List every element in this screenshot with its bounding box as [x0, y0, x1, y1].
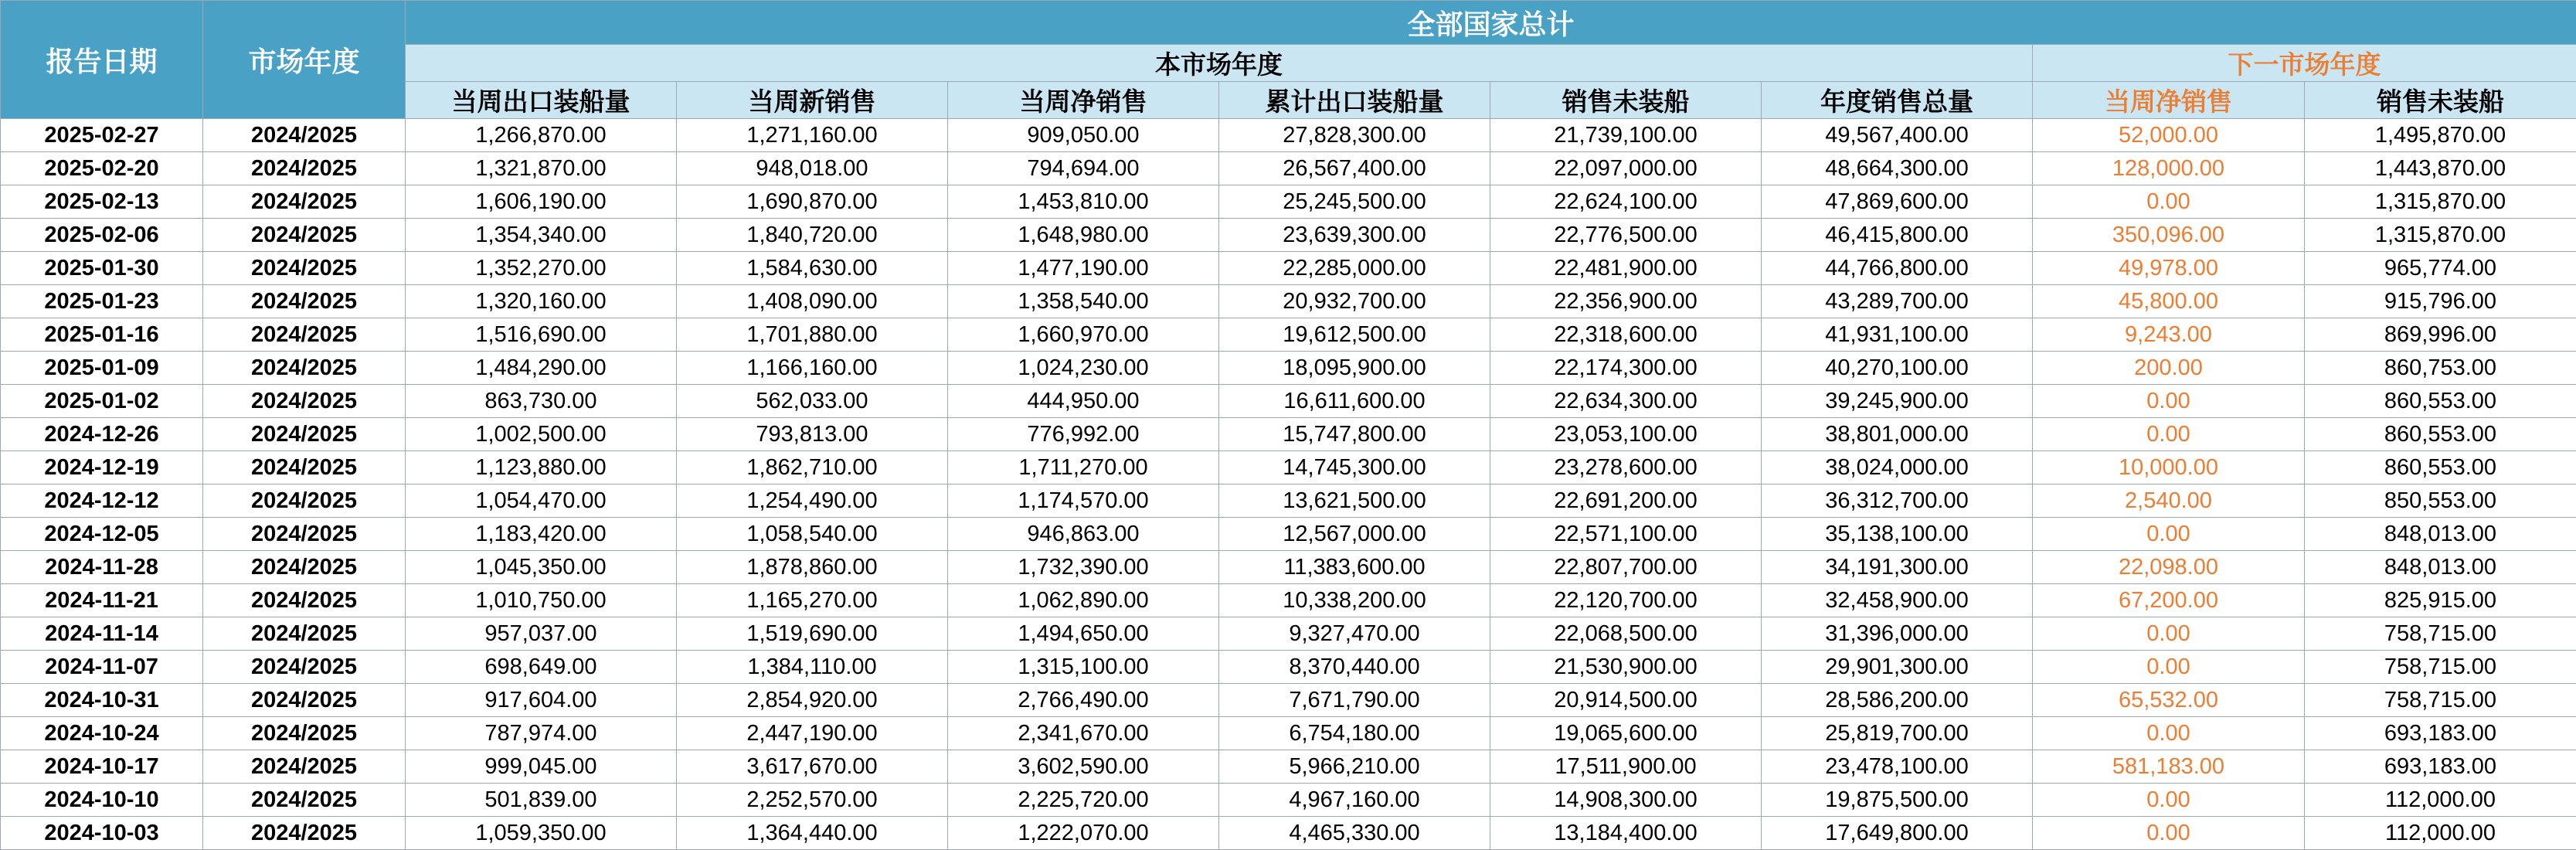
cell-weekly-new-sales[interactable]: 1,271,160.00: [677, 119, 948, 152]
cell-next-weekly-net-sales[interactable]: 0.00: [2033, 651, 2305, 684]
cell-next-outstanding-sales[interactable]: 1,495,870.00: [2305, 119, 2576, 152]
cell-report-date[interactable]: 2025-01-02: [1, 385, 203, 418]
cell-weekly-exports[interactable]: 1,352,270.00: [406, 252, 677, 285]
cell-next-weekly-net-sales[interactable]: 128,000.00: [2033, 152, 2305, 185]
cell-market-year[interactable]: 2024/2025: [203, 385, 406, 418]
cell-total-commitments[interactable]: 31,396,000.00: [1762, 617, 2033, 651]
cell-weekly-net-sales[interactable]: 2,341,670.00: [948, 717, 1219, 750]
cell-total-commitments[interactable]: 47,869,600.00: [1762, 185, 2033, 219]
cell-market-year[interactable]: 2024/2025: [203, 451, 406, 484]
cell-next-weekly-net-sales[interactable]: 0.00: [2033, 518, 2305, 551]
cell-outstanding-sales[interactable]: 22,481,900.00: [1490, 252, 1762, 285]
cell-weekly-new-sales[interactable]: 948,018.00: [677, 152, 948, 185]
cell-outstanding-sales[interactable]: 22,691,200.00: [1490, 484, 1762, 518]
cell-next-weekly-net-sales[interactable]: 581,183.00: [2033, 750, 2305, 784]
cell-report-date[interactable]: 2025-02-20: [1, 152, 203, 185]
cell-cumulative-exports[interactable]: 8,370,440.00: [1219, 651, 1490, 684]
cell-cumulative-exports[interactable]: 27,828,300.00: [1219, 119, 1490, 152]
cell-outstanding-sales[interactable]: 22,097,000.00: [1490, 152, 1762, 185]
cell-weekly-exports[interactable]: 863,730.00: [406, 385, 677, 418]
cell-market-year[interactable]: 2024/2025: [203, 219, 406, 252]
cell-next-outstanding-sales[interactable]: 112,000.00: [2305, 817, 2576, 850]
cell-next-weekly-net-sales[interactable]: 0.00: [2033, 717, 2305, 750]
cell-cumulative-exports[interactable]: 14,745,300.00: [1219, 451, 1490, 484]
cell-weekly-exports[interactable]: 1,354,340.00: [406, 219, 677, 252]
header-weekly-new-sales[interactable]: 当周新销售: [677, 82, 948, 119]
cell-weekly-exports[interactable]: 1,320,160.00: [406, 285, 677, 318]
cell-market-year[interactable]: 2024/2025: [203, 152, 406, 185]
cell-next-outstanding-sales[interactable]: 758,715.00: [2305, 684, 2576, 717]
cell-next-weekly-net-sales[interactable]: 49,978.00: [2033, 252, 2305, 285]
cell-market-year[interactable]: 2024/2025: [203, 252, 406, 285]
cell-market-year[interactable]: 2024/2025: [203, 784, 406, 817]
cell-next-outstanding-sales[interactable]: 860,553.00: [2305, 418, 2576, 451]
cell-next-outstanding-sales[interactable]: 693,183.00: [2305, 750, 2576, 784]
cell-weekly-exports[interactable]: 1,010,750.00: [406, 584, 677, 617]
cell-weekly-net-sales[interactable]: 1,222,070.00: [948, 817, 1219, 850]
table-row[interactable]: [1, 784, 2576, 817]
cell-outstanding-sales[interactable]: 14,908,300.00: [1490, 784, 1762, 817]
cell-total-commitments[interactable]: 36,312,700.00: [1762, 484, 2033, 518]
cell-weekly-new-sales[interactable]: 2,854,920.00: [677, 684, 948, 717]
cell-next-outstanding-sales[interactable]: 860,753.00: [2305, 352, 2576, 385]
cell-outstanding-sales[interactable]: 21,739,100.00: [1490, 119, 1762, 152]
cell-weekly-exports[interactable]: 787,974.00: [406, 717, 677, 750]
cell-weekly-net-sales[interactable]: 794,694.00: [948, 152, 1219, 185]
header-weekly-exports[interactable]: 当周出口装船量: [406, 82, 677, 119]
cell-next-outstanding-sales[interactable]: 758,715.00: [2305, 651, 2576, 684]
cell-weekly-new-sales[interactable]: 562,033.00: [677, 385, 948, 418]
cell-weekly-exports[interactable]: 1,266,870.00: [406, 119, 677, 152]
cell-weekly-exports[interactable]: 1,045,350.00: [406, 551, 677, 584]
cell-next-weekly-net-sales[interactable]: 200.00: [2033, 352, 2305, 385]
cell-total-commitments[interactable]: 35,138,100.00: [1762, 518, 2033, 551]
cell-cumulative-exports[interactable]: 4,967,160.00: [1219, 784, 1490, 817]
table-row[interactable]: [1, 518, 2576, 551]
cell-report-date[interactable]: 2025-02-27: [1, 119, 203, 152]
cell-weekly-new-sales[interactable]: 1,364,440.00: [677, 817, 948, 850]
cell-weekly-net-sales[interactable]: 2,225,720.00: [948, 784, 1219, 817]
cell-next-weekly-net-sales[interactable]: 9,243.00: [2033, 318, 2305, 352]
cell-weekly-net-sales[interactable]: 776,992.00: [948, 418, 1219, 451]
header-outstanding-sales[interactable]: 销售未装船: [1490, 82, 1762, 119]
cell-weekly-new-sales[interactable]: 3,617,670.00: [677, 750, 948, 784]
table-row[interactable]: [1, 185, 2576, 219]
cell-cumulative-exports[interactable]: 12,567,000.00: [1219, 518, 1490, 551]
cell-weekly-exports[interactable]: 1,516,690.00: [406, 318, 677, 352]
cell-report-date[interactable]: 2025-01-30: [1, 252, 203, 285]
cell-market-year[interactable]: 2024/2025: [203, 418, 406, 451]
cell-weekly-net-sales[interactable]: 1,494,650.00: [948, 617, 1219, 651]
cell-outstanding-sales[interactable]: 22,807,700.00: [1490, 551, 1762, 584]
cell-next-outstanding-sales[interactable]: 693,183.00: [2305, 717, 2576, 750]
cell-weekly-exports[interactable]: 1,484,290.00: [406, 352, 677, 385]
cell-next-weekly-net-sales[interactable]: 350,096.00: [2033, 219, 2305, 252]
cell-cumulative-exports[interactable]: 26,567,400.00: [1219, 152, 1490, 185]
cell-outstanding-sales[interactable]: 23,053,100.00: [1490, 418, 1762, 451]
cell-report-date[interactable]: 2025-01-16: [1, 318, 203, 352]
cell-report-date[interactable]: 2024-11-21: [1, 584, 203, 617]
cell-weekly-new-sales[interactable]: 1,519,690.00: [677, 617, 948, 651]
cell-total-commitments[interactable]: 41,931,100.00: [1762, 318, 2033, 352]
cell-report-date[interactable]: 2024-12-12: [1, 484, 203, 518]
cell-weekly-net-sales[interactable]: 1,711,270.00: [948, 451, 1219, 484]
cell-report-date[interactable]: 2024-10-17: [1, 750, 203, 784]
cell-total-commitments[interactable]: 39,245,900.00: [1762, 385, 2033, 418]
cell-outstanding-sales[interactable]: 22,634,300.00: [1490, 385, 1762, 418]
cell-report-date[interactable]: 2025-02-06: [1, 219, 203, 252]
cell-weekly-exports[interactable]: 1,002,500.00: [406, 418, 677, 451]
cell-next-weekly-net-sales[interactable]: 0.00: [2033, 385, 2305, 418]
cell-report-date[interactable]: 2024-10-24: [1, 717, 203, 750]
cell-weekly-exports[interactable]: 999,045.00: [406, 750, 677, 784]
cell-total-commitments[interactable]: 17,649,800.00: [1762, 817, 2033, 850]
table-row[interactable]: [1, 385, 2576, 418]
cell-cumulative-exports[interactable]: 22,285,000.00: [1219, 252, 1490, 285]
cell-weekly-new-sales[interactable]: 1,701,880.00: [677, 318, 948, 352]
cell-weekly-new-sales[interactable]: 1,840,720.00: [677, 219, 948, 252]
header-cumulative-exports[interactable]: 累计出口装船量: [1219, 82, 1490, 119]
cell-market-year[interactable]: 2024/2025: [203, 119, 406, 152]
cell-weekly-new-sales[interactable]: 1,384,110.00: [677, 651, 948, 684]
cell-weekly-net-sales[interactable]: 1,174,570.00: [948, 484, 1219, 518]
cell-cumulative-exports[interactable]: 25,245,500.00: [1219, 185, 1490, 219]
header-market-year[interactable]: 市场年度: [203, 1, 406, 119]
cell-cumulative-exports[interactable]: 15,747,800.00: [1219, 418, 1490, 451]
cell-weekly-new-sales[interactable]: 1,862,710.00: [677, 451, 948, 484]
cell-report-date[interactable]: 2024-10-31: [1, 684, 203, 717]
cell-weekly-exports[interactable]: 1,054,470.00: [406, 484, 677, 518]
cell-market-year[interactable]: 2024/2025: [203, 352, 406, 385]
cell-weekly-exports[interactable]: 1,123,880.00: [406, 451, 677, 484]
cell-weekly-net-sales[interactable]: 1,648,980.00: [948, 219, 1219, 252]
cell-next-outstanding-sales[interactable]: 869,996.00: [2305, 318, 2576, 352]
cell-weekly-net-sales[interactable]: 909,050.00: [948, 119, 1219, 152]
cell-total-commitments[interactable]: 44,766,800.00: [1762, 252, 2033, 285]
cell-weekly-net-sales[interactable]: 3,602,590.00: [948, 750, 1219, 784]
cell-total-commitments[interactable]: 46,415,800.00: [1762, 219, 2033, 252]
table-row[interactable]: [1, 352, 2576, 385]
cell-cumulative-exports[interactable]: 7,671,790.00: [1219, 684, 1490, 717]
cell-market-year[interactable]: 2024/2025: [203, 684, 406, 717]
cell-next-outstanding-sales[interactable]: 1,315,870.00: [2305, 219, 2576, 252]
table-row[interactable]: [1, 817, 2576, 850]
cell-next-weekly-net-sales[interactable]: 0.00: [2033, 817, 2305, 850]
cell-total-commitments[interactable]: 40,270,100.00: [1762, 352, 2033, 385]
cell-weekly-net-sales[interactable]: 1,315,100.00: [948, 651, 1219, 684]
cell-weekly-new-sales[interactable]: 1,058,540.00: [677, 518, 948, 551]
cell-next-outstanding-sales[interactable]: 965,774.00: [2305, 252, 2576, 285]
table-row[interactable]: [1, 717, 2576, 750]
cell-report-date[interactable]: 2024-11-28: [1, 551, 203, 584]
cell-next-outstanding-sales[interactable]: 112,000.00: [2305, 784, 2576, 817]
cell-report-date[interactable]: 2024-12-26: [1, 418, 203, 451]
cell-outstanding-sales[interactable]: 21,530,900.00: [1490, 651, 1762, 684]
cell-cumulative-exports[interactable]: 19,612,500.00: [1219, 318, 1490, 352]
cell-weekly-new-sales[interactable]: 1,690,870.00: [677, 185, 948, 219]
cell-outstanding-sales[interactable]: 22,624,100.00: [1490, 185, 1762, 219]
header-next-market-year: 下一市场年度: [2033, 45, 2576, 82]
cell-total-commitments[interactable]: 32,458,900.00: [1762, 584, 2033, 617]
cell-next-weekly-net-sales[interactable]: 52,000.00: [2033, 119, 2305, 152]
cell-report-date[interactable]: 2024-11-14: [1, 617, 203, 651]
cell-weekly-net-sales[interactable]: 1,732,390.00: [948, 551, 1219, 584]
header-all-countries-total: 全部国家总计: [406, 1, 2576, 45]
cell-outstanding-sales[interactable]: 22,068,500.00: [1490, 617, 1762, 651]
cell-weekly-new-sales[interactable]: 1,584,630.00: [677, 252, 948, 285]
table-row[interactable]: [1, 219, 2576, 252]
cell-weekly-net-sales[interactable]: 1,358,540.00: [948, 285, 1219, 318]
cell-cumulative-exports[interactable]: 13,621,500.00: [1219, 484, 1490, 518]
table-row[interactable]: [1, 617, 2576, 651]
cell-market-year[interactable]: 2024/2025: [203, 750, 406, 784]
cell-weekly-exports[interactable]: 1,183,420.00: [406, 518, 677, 551]
cell-outstanding-sales[interactable]: 17,511,900.00: [1490, 750, 1762, 784]
cell-next-outstanding-sales[interactable]: 915,796.00: [2305, 285, 2576, 318]
cell-next-outstanding-sales[interactable]: 860,553.00: [2305, 451, 2576, 484]
cell-cumulative-exports[interactable]: 20,932,700.00: [1219, 285, 1490, 318]
cell-weekly-net-sales[interactable]: 1,024,230.00: [948, 352, 1219, 385]
table-body: [1, 119, 2576, 850]
cell-outstanding-sales[interactable]: 22,120,700.00: [1490, 584, 1762, 617]
cell-weekly-exports[interactable]: 957,037.00: [406, 617, 677, 651]
cell-next-outstanding-sales[interactable]: 758,715.00: [2305, 617, 2576, 651]
cell-weekly-exports[interactable]: 1,321,870.00: [406, 152, 677, 185]
cell-market-year[interactable]: 2024/2025: [203, 185, 406, 219]
cell-total-commitments[interactable]: 48,664,300.00: [1762, 152, 2033, 185]
cell-market-year[interactable]: 2024/2025: [203, 651, 406, 684]
cell-cumulative-exports[interactable]: 6,754,180.00: [1219, 717, 1490, 750]
cell-next-weekly-net-sales[interactable]: 0.00: [2033, 418, 2305, 451]
cell-total-commitments[interactable]: 29,901,300.00: [1762, 651, 2033, 684]
cell-total-commitments[interactable]: 23,478,100.00: [1762, 750, 2033, 784]
cell-next-weekly-net-sales[interactable]: 0.00: [2033, 617, 2305, 651]
cell-next-weekly-net-sales[interactable]: 0.00: [2033, 185, 2305, 219]
table-row[interactable]: [1, 252, 2576, 285]
header-next-outstanding-sales[interactable]: 销售未装船: [2305, 82, 2576, 119]
cell-report-date[interactable]: 2024-12-05: [1, 518, 203, 551]
cell-next-outstanding-sales[interactable]: 848,013.00: [2305, 551, 2576, 584]
cell-total-commitments[interactable]: 38,801,000.00: [1762, 418, 2033, 451]
cell-weekly-new-sales[interactable]: 1,254,490.00: [677, 484, 948, 518]
cell-next-outstanding-sales[interactable]: 848,013.00: [2305, 518, 2576, 551]
cell-report-date[interactable]: 2024-11-07: [1, 651, 203, 684]
cell-next-weekly-net-sales[interactable]: 2,540.00: [2033, 484, 2305, 518]
table-row[interactable]: [1, 750, 2576, 784]
cell-weekly-new-sales[interactable]: 793,813.00: [677, 418, 948, 451]
header-weekly-net-sales[interactable]: 当周净销售: [948, 82, 1219, 119]
cell-market-year[interactable]: 2024/2025: [203, 717, 406, 750]
cell-next-weekly-net-sales[interactable]: 0.00: [2033, 784, 2305, 817]
cell-next-weekly-net-sales[interactable]: 45,800.00: [2033, 285, 2305, 318]
cell-next-outstanding-sales[interactable]: 860,553.00: [2305, 385, 2576, 418]
cell-cumulative-exports[interactable]: 11,383,600.00: [1219, 551, 1490, 584]
cell-weekly-new-sales[interactable]: 1,408,090.00: [677, 285, 948, 318]
table-row[interactable]: [1, 152, 2576, 185]
cell-next-outstanding-sales[interactable]: 1,315,870.00: [2305, 185, 2576, 219]
cell-market-year[interactable]: 2024/2025: [203, 484, 406, 518]
table-row[interactable]: [1, 684, 2576, 717]
cell-total-commitments[interactable]: 25,819,700.00: [1762, 717, 2033, 750]
cell-weekly-exports[interactable]: 501,839.00: [406, 784, 677, 817]
cell-report-date[interactable]: 2024-10-10: [1, 784, 203, 817]
cell-outstanding-sales[interactable]: 23,278,600.00: [1490, 451, 1762, 484]
cell-next-weekly-net-sales[interactable]: 22,098.00: [2033, 551, 2305, 584]
cell-next-weekly-net-sales[interactable]: 67,200.00: [2033, 584, 2305, 617]
table-row[interactable]: [1, 418, 2576, 451]
table-row[interactable]: [1, 584, 2576, 617]
cell-market-year[interactable]: 2024/2025: [203, 285, 406, 318]
cell-total-commitments[interactable]: 34,191,300.00: [1762, 551, 2033, 584]
table-row[interactable]: [1, 119, 2576, 152]
cell-weekly-net-sales[interactable]: 946,863.00: [948, 518, 1219, 551]
cell-report-date[interactable]: 2024-12-19: [1, 451, 203, 484]
table-row[interactable]: [1, 651, 2576, 684]
cell-outstanding-sales[interactable]: 20,914,500.00: [1490, 684, 1762, 717]
header-current-market-year: 本市场年度: [406, 45, 2033, 82]
cell-weekly-new-sales[interactable]: 1,165,270.00: [677, 584, 948, 617]
cell-outstanding-sales[interactable]: 22,318,600.00: [1490, 318, 1762, 352]
cell-cumulative-exports[interactable]: 10,338,200.00: [1219, 584, 1490, 617]
cell-total-commitments[interactable]: 19,875,500.00: [1762, 784, 2033, 817]
cell-outstanding-sales[interactable]: 19,065,600.00: [1490, 717, 1762, 750]
cell-next-weekly-net-sales[interactable]: 10,000.00: [2033, 451, 2305, 484]
cell-market-year[interactable]: 2024/2025: [203, 318, 406, 352]
cell-weekly-net-sales[interactable]: 1,477,190.00: [948, 252, 1219, 285]
cell-weekly-new-sales[interactable]: 2,252,570.00: [677, 784, 948, 817]
cell-outstanding-sales[interactable]: 22,776,500.00: [1490, 219, 1762, 252]
cell-total-commitments[interactable]: 38,024,000.00: [1762, 451, 2033, 484]
cell-weekly-new-sales[interactable]: 1,166,160.00: [677, 352, 948, 385]
table-row[interactable]: [1, 318, 2576, 352]
header-total-commitments[interactable]: 年度销售总量: [1762, 82, 2033, 119]
table-row[interactable]: [1, 484, 2576, 518]
cell-market-year[interactable]: 2024/2025: [203, 551, 406, 584]
cell-report-date[interactable]: 2024-10-03: [1, 817, 203, 850]
cell-total-commitments[interactable]: 43,289,700.00: [1762, 285, 2033, 318]
cell-market-year[interactable]: 2024/2025: [203, 584, 406, 617]
table-row[interactable]: [1, 451, 2576, 484]
cell-market-year[interactable]: 2024/2025: [203, 817, 406, 850]
cell-weekly-net-sales[interactable]: 444,950.00: [948, 385, 1219, 418]
cell-weekly-net-sales[interactable]: 2,766,490.00: [948, 684, 1219, 717]
cell-outstanding-sales[interactable]: 13,184,400.00: [1490, 817, 1762, 850]
header-report-date[interactable]: 报告日期: [1, 1, 203, 119]
cell-outstanding-sales[interactable]: 22,571,100.00: [1490, 518, 1762, 551]
cell-cumulative-exports[interactable]: 5,966,210.00: [1219, 750, 1490, 784]
cell-cumulative-exports[interactable]: 4,465,330.00: [1219, 817, 1490, 850]
cell-weekly-net-sales[interactable]: 1,660,970.00: [948, 318, 1219, 352]
cell-next-outstanding-sales[interactable]: 1,443,870.00: [2305, 152, 2576, 185]
cell-next-weekly-net-sales[interactable]: 65,532.00: [2033, 684, 2305, 717]
cell-total-commitments[interactable]: 49,567,400.00: [1762, 119, 2033, 152]
cell-weekly-exports[interactable]: 1,059,350.00: [406, 817, 677, 850]
cell-market-year[interactable]: 2024/2025: [203, 518, 406, 551]
cell-outstanding-sales[interactable]: 22,356,900.00: [1490, 285, 1762, 318]
cell-cumulative-exports[interactable]: 16,611,600.00: [1219, 385, 1490, 418]
header-next-weekly-net-sales[interactable]: 当周净销售: [2033, 82, 2305, 119]
cell-weekly-net-sales[interactable]: 1,453,810.00: [948, 185, 1219, 219]
cell-report-date[interactable]: 2025-01-23: [1, 285, 203, 318]
cell-report-date[interactable]: 2025-01-09: [1, 352, 203, 385]
table-row[interactable]: [1, 285, 2576, 318]
cell-weekly-exports[interactable]: 1,606,190.00: [406, 185, 677, 219]
cell-weekly-new-sales[interactable]: 1,878,860.00: [677, 551, 948, 584]
cell-weekly-exports[interactable]: 698,649.00: [406, 651, 677, 684]
cell-cumulative-exports[interactable]: 23,639,300.00: [1219, 219, 1490, 252]
cell-cumulative-exports[interactable]: 18,095,900.00: [1219, 352, 1490, 385]
cell-market-year[interactable]: 2024/2025: [203, 617, 406, 651]
cell-next-outstanding-sales[interactable]: 825,915.00: [2305, 584, 2576, 617]
cell-weekly-net-sales[interactable]: 1,062,890.00: [948, 584, 1219, 617]
cell-cumulative-exports[interactable]: 9,327,470.00: [1219, 617, 1490, 651]
cell-next-outstanding-sales[interactable]: 850,553.00: [2305, 484, 2576, 518]
cell-weekly-new-sales[interactable]: 2,447,190.00: [677, 717, 948, 750]
cell-report-date[interactable]: 2025-02-13: [1, 185, 203, 219]
cell-total-commitments[interactable]: 28,586,200.00: [1762, 684, 2033, 717]
cell-weekly-exports[interactable]: 917,604.00: [406, 684, 677, 717]
table-row[interactable]: [1, 551, 2576, 584]
cell-outstanding-sales[interactable]: 22,174,300.00: [1490, 352, 1762, 385]
